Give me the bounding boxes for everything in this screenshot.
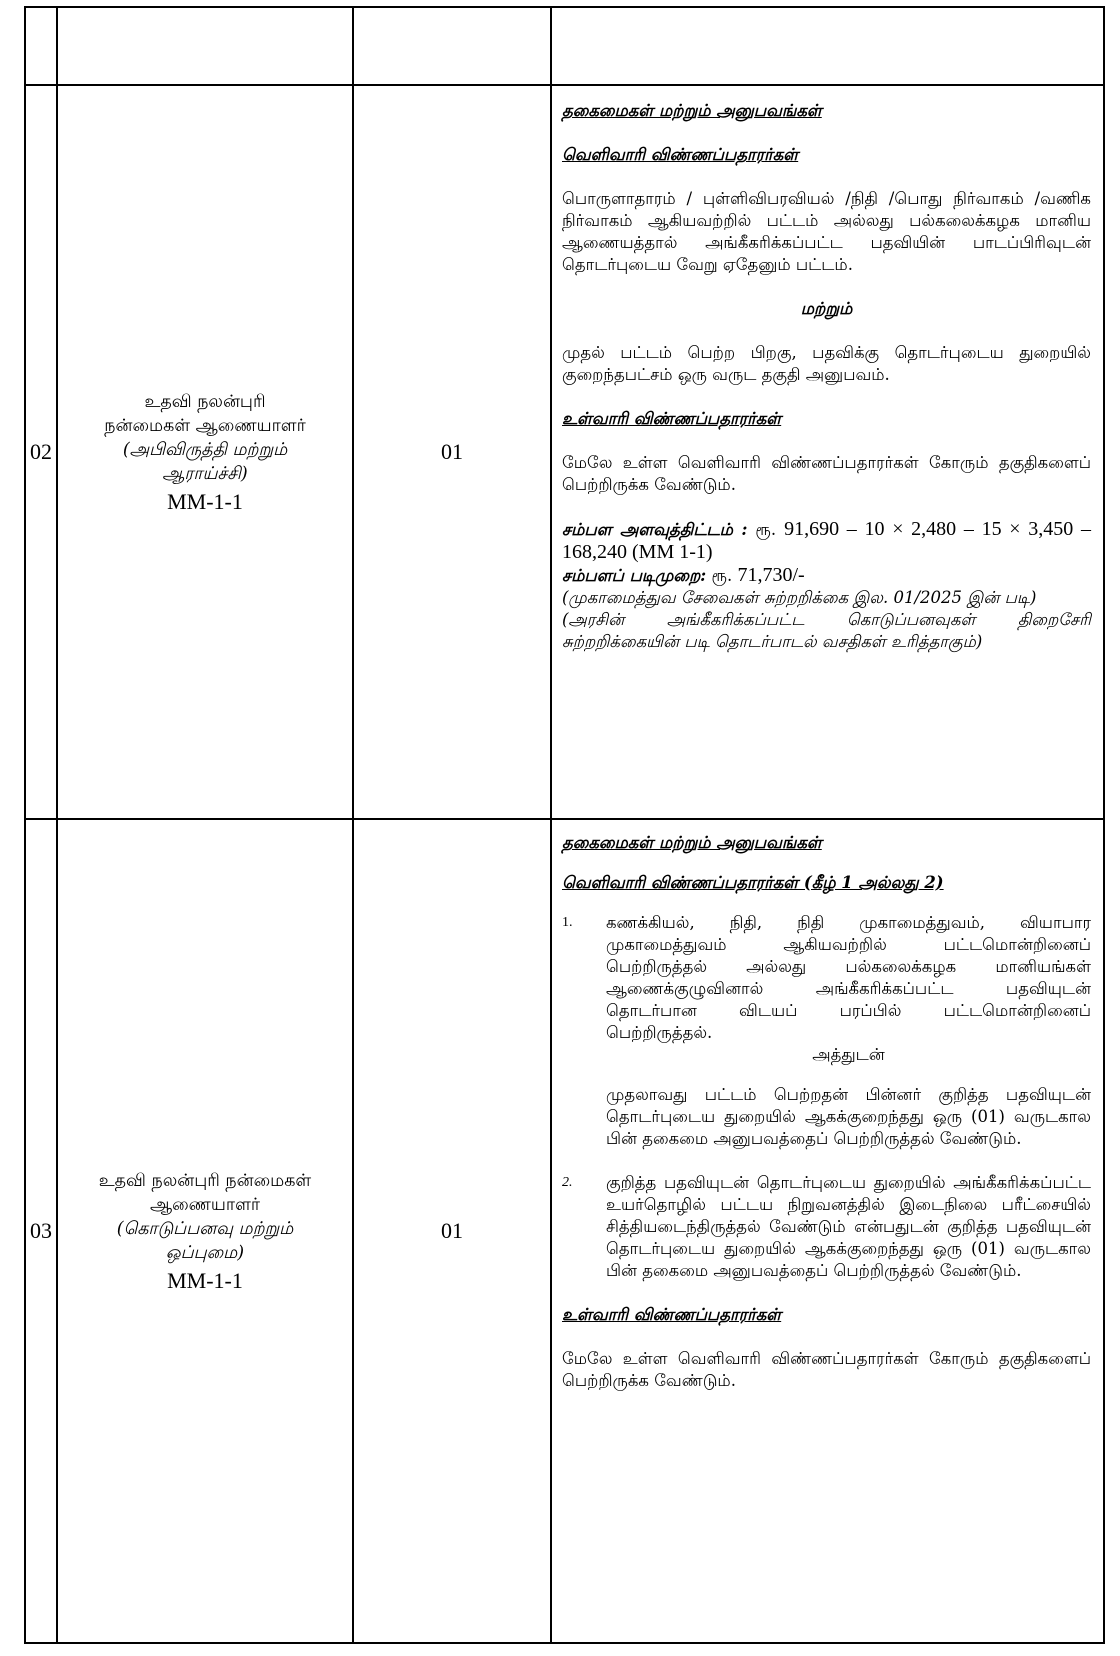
post-title-line: ஆணையாளர்	[149, 1195, 261, 1215]
vacancy-count: 01	[353, 85, 551, 819]
list-item-body	[606, 912, 1091, 1172]
external-qualification-text: பொருளாதாரம் / புள்ளிவிபரவியல் /நிதி /பொது நிர்வாகம் /வணிக நிர்வாகம் ஆகியவற்றில் பட்டம் அல்லது பல்கலைக்கழக மானிய ஆணையத்தால் அங்கீகரிக்கப்பட்ட பதவியின் பாடப்பிரிவுடன் தொடர்புடைய வேறு ஏதேனும் பட்டம்.	[562, 189, 1091, 274]
list-item-number: 1.	[562, 915, 573, 930]
external-applicants-heading: வெளிவாரி விண்ணப்பதாரர்கள் (கீழ் 1 அல்லது 2)	[562, 873, 944, 892]
step-prefix: ரூ.	[711, 566, 733, 585]
qualifications-heading: தகைமைகள் மற்றும் அனுபவங்கள்	[562, 833, 822, 852]
post-code: MM-1-1	[167, 489, 243, 514]
post-code: MM-1-1	[167, 1268, 243, 1293]
salary-prefix: ரூ.	[755, 520, 777, 539]
post-title-line: (அபிவிருத்தி மற்றும்	[122, 440, 288, 460]
salary-step-value: 71,730/-	[737, 564, 805, 586]
salary-step-label: சம்பளப் படிமுறை:	[562, 566, 707, 585]
cell-empty-post	[57, 7, 353, 85]
row-number: 03	[25, 819, 57, 1643]
allowance-note: (அரசின் அங்கீகரிக்கப்பட்ட கொடுப்பனவுகள் திறைசேரி சுற்றறிக்கையின் படி தொடர்பாடல் வசதிகள் உரித்தாகும்)	[562, 610, 1091, 651]
experience-text: முதல் பட்டம் பெற்ற பிறகு, பதவிக்கு தொடர்புடைய துறையில் குறைந்தபட்சம் ஒரு வருட தகுதி அனுபவம்.	[562, 343, 1091, 384]
list-item-text: குறித்த பதவியுடன் தொடர்புடைய துறையில் அங்கீகரிக்கப்பட்ட உயர்தொழில் பட்டய நிறுவனத்தில் இடைநிலை பரீட்சையில் சித்தியடைந்திருத்தல் வேண்டும் என்பதுடன் குறித்த பதவியுடன் தொடர்புடைய துறையில் ஆகக்குறைந்தது ஒரு (01) வருடகால பின் தகைமை அனுபவத்தைப் பெற்றிருத்தல் வேண்டும்.	[606, 1173, 1091, 1280]
vacancy-count: 01	[353, 819, 551, 1643]
vacancy-table	[24, 6, 1105, 1644]
cell-empty-details	[551, 7, 1104, 85]
post-title-line: ஆராய்ச்சி)	[162, 464, 248, 484]
details-cell	[551, 85, 1104, 819]
post-title-line: நன்மைகள் ஆணையாளர்	[104, 416, 306, 436]
table-row	[25, 819, 1104, 1643]
post-title-line: (கொடுப்பனவு மற்றும்	[116, 1219, 294, 1239]
internal-qualification-text: மேலே உள்ள வெளிவாரி விண்ணப்பதாரர்கள் கோரும் தகுதிகளைப் பெற்றிருக்க வேண்டும்.	[562, 453, 1091, 494]
and-label: மற்றும்	[800, 299, 853, 318]
cell-empty-no	[25, 7, 57, 85]
list-item	[562, 1172, 1091, 1282]
post-title-line: உதவி நலன்புரி நன்மைகள்	[98, 1171, 312, 1191]
internal-applicants-heading: உள்வாரி விண்ணப்பதாரர்கள்	[562, 1305, 782, 1324]
list-item-text: கணக்கியல், நிதி, நிதி முகாமைத்துவம், வியாபார முகாமைத்துவம் ஆகியவற்றில் பட்டமொன்றினைப் பெற்றிருத்தல் அல்லது பல்கலைக்கழக மானியங்கள் ஆணைக்குழுவினால் அங்கீகரிக்கப்பட்ட பதவியுடன் தொடர்பான விடயப் பரப்பில் பட்டமொன்றினைப் பெற்றிருத்தல்.	[606, 913, 1091, 1042]
salary-scale	[562, 518, 1091, 564]
post-title-cell	[57, 85, 353, 819]
and-label: அத்துடன்	[812, 1045, 885, 1064]
salary-scale-value: 91,690 – 10 × 2,480 – 15 × 3,450 – 168,240 (MM 1-1)	[562, 518, 1092, 563]
details-cell	[551, 819, 1104, 1643]
circular-note: (முகாமைத்துவ சேவைகள் சுற்றறிக்கை இல. 01/2025 இன் படி)	[562, 588, 1037, 607]
table-row	[25, 85, 1104, 819]
internal-qualification-text: மேலே உள்ள வெளிவாரி விண்ணப்பதாரர்கள் கோரும் தகுதிகளைப் பெற்றிருக்க வேண்டும்.	[562, 1349, 1091, 1390]
row-number: 02	[25, 85, 57, 819]
list-item	[562, 912, 1091, 1172]
post-title-line: ஒப்புமை)	[165, 1243, 245, 1263]
internal-applicants-heading: உள்வாரி விண்ணப்பதாரர்கள்	[562, 409, 782, 428]
cell-empty-count	[353, 7, 551, 85]
salary-step	[562, 564, 1091, 587]
table-row-empty	[25, 7, 1104, 85]
list-item-number: 2.	[562, 1175, 573, 1190]
qualifications-heading: தகைமைகள் மற்றும் அனுபவங்கள்	[562, 101, 822, 120]
post-title-cell	[57, 819, 353, 1643]
salary-scale-label: சம்பள அளவுத்திட்டம் :	[562, 520, 748, 539]
post-title-line: உதவி நலன்புரி	[144, 392, 266, 412]
external-applicants-heading: வெளிவாரி விண்ணப்பதாரர்கள்	[562, 145, 799, 164]
list-item-experience: முதலாவது பட்டம் பெற்றதன் பின்னர் குறித்த பதவியுடன் தொடர்புடைய துறையில் ஆகக்குறைந்தது ஒரு (01) வருடகால பின் தகைமை அனுபவத்தைப் பெற்றிருத்தல் வேண்டும்.	[606, 1085, 1091, 1148]
